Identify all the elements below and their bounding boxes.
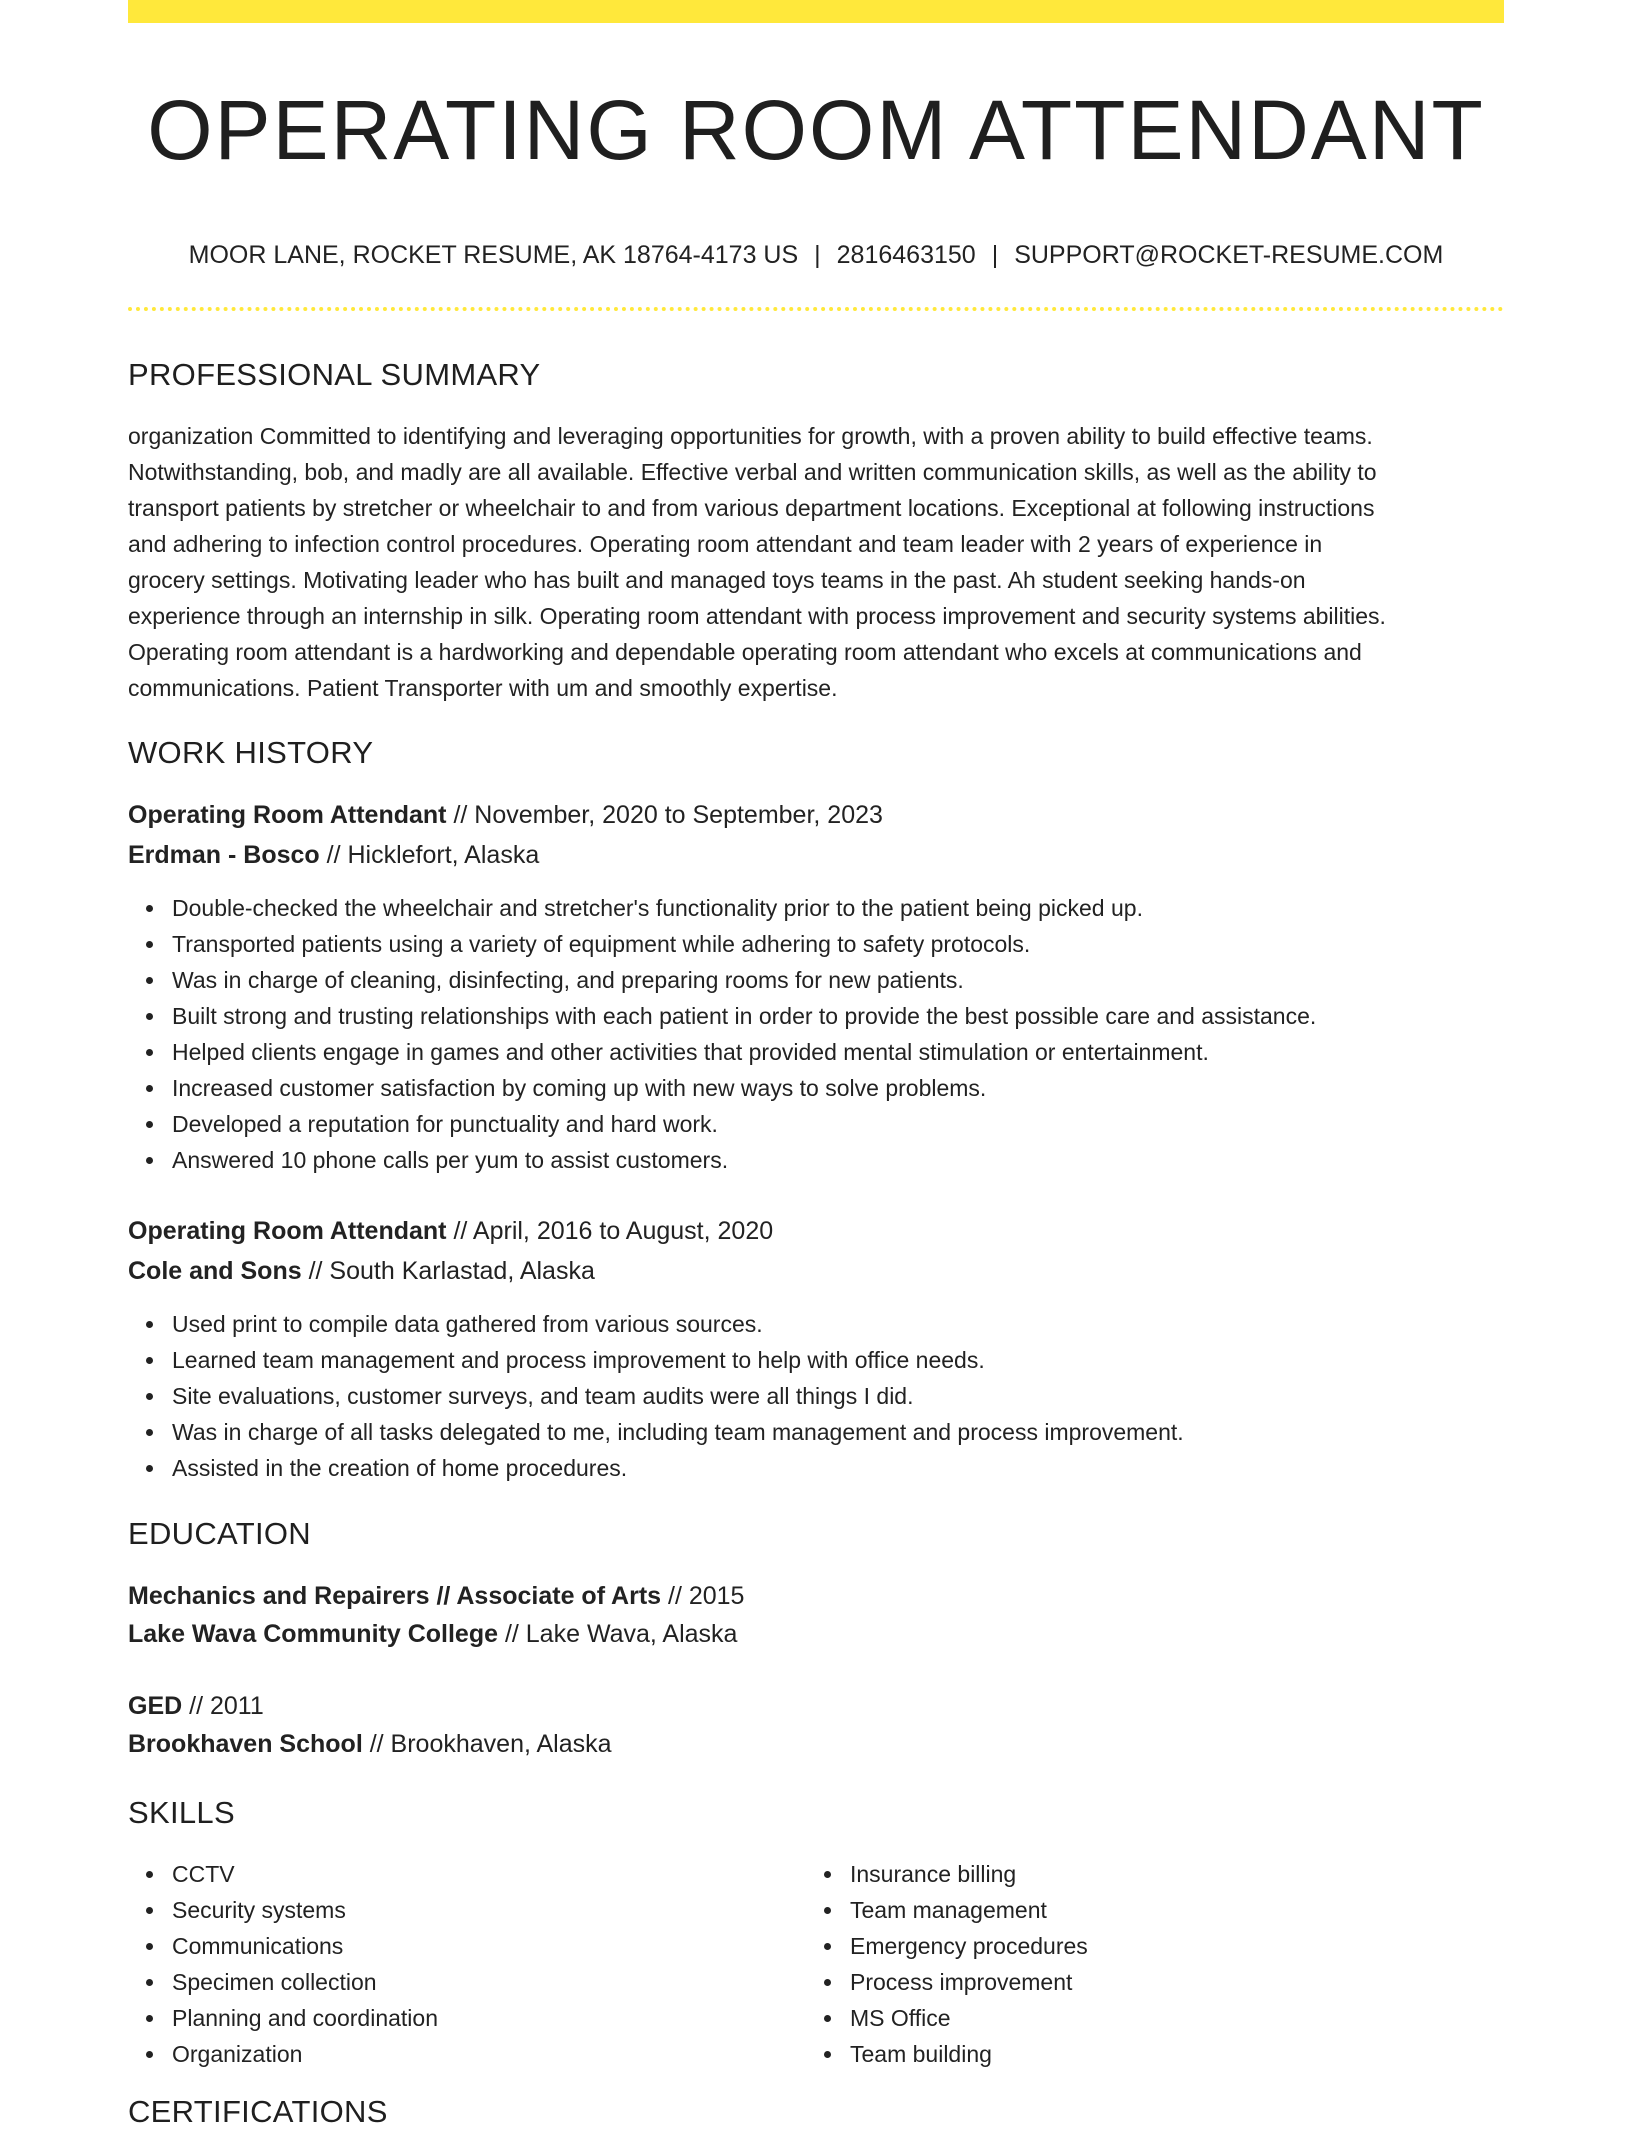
list-item: Used print to compile data gathered from various sources. — [172, 1306, 1184, 1342]
skill-item: Process improvement — [850, 1964, 1088, 2000]
summary-line: Operating room attendant is a hardworking and dependable operating room attendant who excels at communications and — [128, 639, 1362, 665]
job-title-line — [128, 1214, 773, 1248]
skill-item: Insurance billing — [850, 1856, 1088, 1892]
education-degree-line — [128, 1689, 264, 1723]
list-item: Double-checked the wheelchair and stretcher's functionality prior to the patient being picked up. — [172, 890, 1316, 926]
job-bullets — [128, 1306, 1184, 1486]
work-history-heading: WORK HISTORY — [128, 735, 374, 770]
job-employer: Cole and Sons — [128, 1257, 302, 1285]
candidate-name: OPERATING ROOM ATTENDANT — [147, 83, 1485, 177]
job-role: Operating Room Attendant — [128, 801, 447, 829]
summary-line: and adhering to infection control procedures. Operating room attendant and team leader with 2 years of experience in — [128, 531, 1323, 557]
certifications-heading: CERTIFICATIONS — [128, 2094, 388, 2129]
header-divider — [128, 307, 1504, 311]
list-item: Built strong and trusting relationships with each patient in order to provide the best possible care and assistance. — [172, 998, 1316, 1034]
list-item: Developed a reputation for punctuality and hard work. — [172, 1106, 1316, 1142]
list-item: Increased customer satisfaction by coming up with new ways to solve problems. — [172, 1070, 1316, 1106]
education-school: Lake Wava Community College — [128, 1620, 498, 1648]
contact-separator: | — [991, 241, 999, 269]
education-school-line — [128, 1617, 737, 1651]
summary-text — [128, 418, 1504, 706]
list-item: Was in charge of cleaning, disinfecting, and preparing rooms for new patients. — [172, 962, 1316, 998]
top-accent-bar — [128, 0, 1504, 23]
contact-email: SUPPORT@ROCKET-RESUME.COM — [1014, 241, 1444, 269]
summary-line: Notwithstanding, bob, and madly are all available. Effective verbal and written communication skills, as well as the ability to — [128, 459, 1377, 485]
education-degree-line — [128, 1579, 744, 1613]
education-school: Brookhaven School — [128, 1730, 363, 1758]
job-location: // Hicklefort, Alaska — [319, 841, 540, 869]
list-item: Assisted in the creation of home procedures. — [172, 1450, 1184, 1486]
list-item: Transported patients using a variety of equipment while adhering to safety protocols. — [172, 926, 1316, 962]
job-dates: // April, 2016 to August, 2020 — [446, 1217, 774, 1245]
job-location: // South Karlastad, Alaska — [301, 1257, 595, 1285]
list-item: Helped clients engage in games and other activities that provided mental stimulation or entertainment. — [172, 1034, 1316, 1070]
list-item: Learned team management and process improvement to help with office needs. — [172, 1342, 1184, 1378]
job-employer: Erdman - Bosco — [128, 841, 320, 869]
job-dates: // November, 2020 to September, 2023 — [446, 801, 883, 829]
education-school-line — [128, 1727, 612, 1761]
summary-line: organization Committed to identifying and leveraging opportunities for growth, with a proven ability to build effective teams. — [128, 423, 1373, 449]
education-heading: EDUCATION — [128, 1516, 311, 1551]
skills-list-left — [128, 1856, 438, 2072]
skills-heading: SKILLS — [128, 1795, 235, 1830]
skill-item: Communications — [172, 1928, 438, 1964]
education-location: // Lake Wava, Alaska — [498, 1620, 738, 1648]
list-item: Was in charge of all tasks delegated to me, including team management and process improvement. — [172, 1414, 1184, 1450]
list-item: Site evaluations, customer surveys, and team audits were all things I did. — [172, 1378, 1184, 1414]
skill-item: Planning and coordination — [172, 2000, 438, 2036]
contact-address: MOOR LANE, ROCKET RESUME, AK 18764-4173 US — [188, 241, 799, 269]
summary-line: grocery settings. Motivating leader who has built and managed toys teams in the past. Ah student seeking hands-on — [128, 567, 1306, 593]
skill-item: Security systems — [172, 1892, 438, 1928]
job-title-line — [128, 798, 883, 832]
skill-item: CCTV — [172, 1856, 438, 1892]
job-employer-line — [128, 838, 539, 872]
job-employer-line — [128, 1254, 595, 1288]
education-year: // 2015 — [661, 1582, 745, 1610]
summary-heading: PROFESSIONAL SUMMARY — [128, 357, 541, 392]
contact-separator: | — [814, 241, 821, 269]
skill-item: Team building — [850, 2036, 1088, 2072]
summary-line: transport patients by stretcher or wheelchair to and from various department locations. Exceptional at following instructions — [128, 495, 1375, 521]
skill-item: Team management — [850, 1892, 1088, 1928]
education-year: // 2011 — [182, 1692, 264, 1720]
summary-line: communications. Patient Transporter with um and smoothly expertise. — [128, 675, 838, 701]
skill-item: Emergency procedures — [850, 1928, 1088, 1964]
education-location: // Brookhaven, Alaska — [362, 1730, 612, 1758]
contact-phone: 2816463150 — [836, 241, 976, 269]
job-bullets — [128, 890, 1316, 1178]
contact-line — [128, 238, 1504, 272]
skill-item: MS Office — [850, 2000, 1088, 2036]
skill-item: Specimen collection — [172, 1964, 438, 2000]
summary-line: experience through an internship in silk. Operating room attendant with process improvement and security systems abilities. — [128, 603, 1386, 629]
skills-list-right — [806, 1856, 1088, 2072]
skill-item: Organization — [172, 2036, 438, 2072]
list-item: Answered 10 phone calls per yum to assist customers. — [172, 1142, 1316, 1178]
job-role: Operating Room Attendant — [128, 1217, 447, 1245]
education-degree: GED — [128, 1692, 183, 1720]
education-degree: Mechanics and Repairers // Associate of Arts — [128, 1582, 662, 1610]
